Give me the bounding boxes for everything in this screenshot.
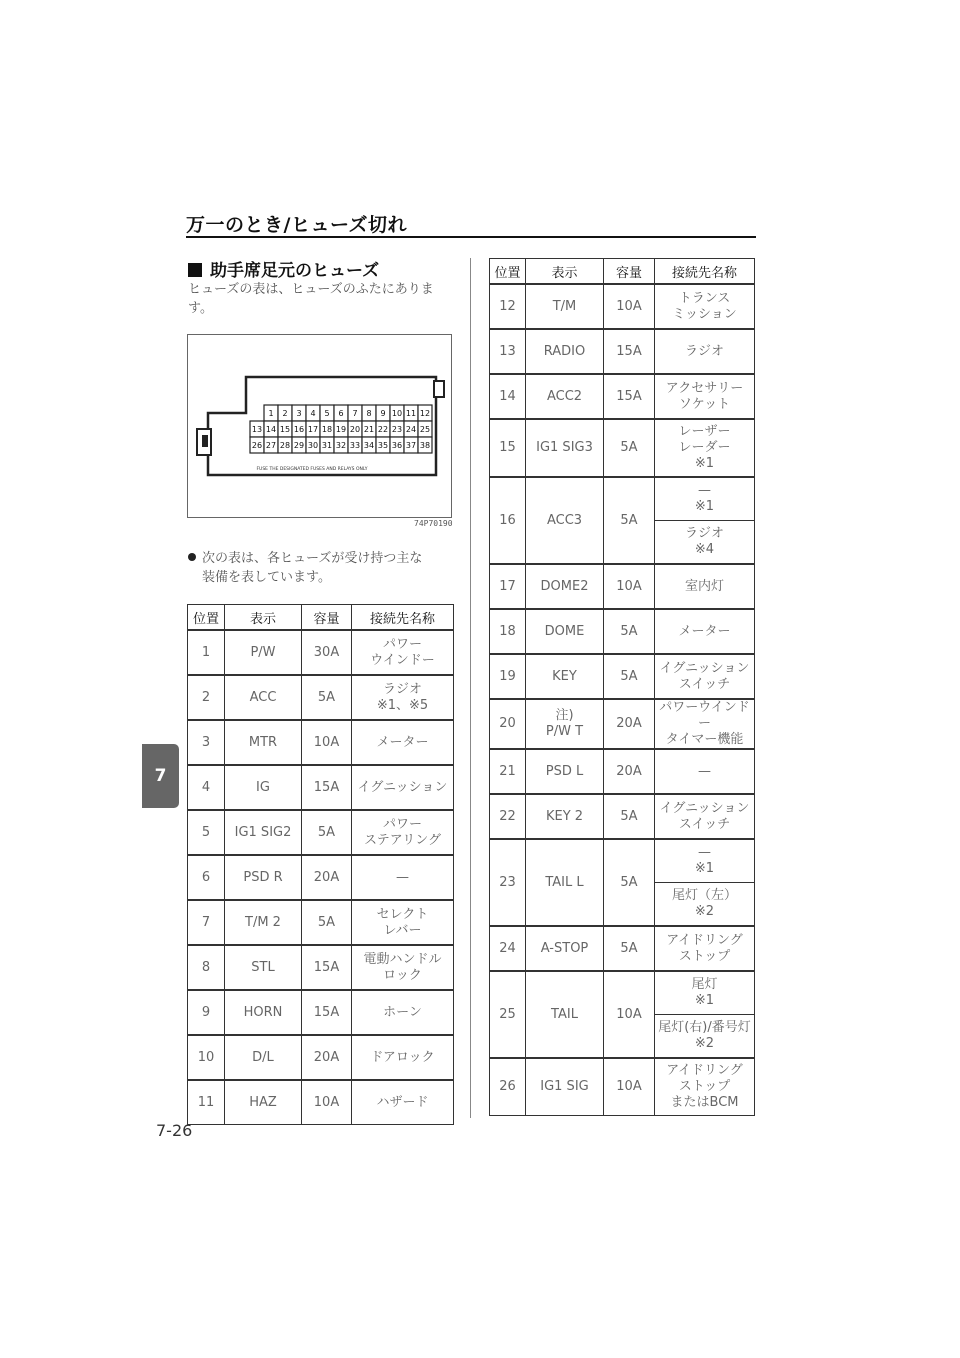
fuse-position-cell: 20 bbox=[490, 699, 526, 749]
fuse-position-cell: 9 bbox=[188, 990, 225, 1035]
fuse-position-cell: 16 bbox=[490, 477, 526, 564]
fuse-position-cell: 5 bbox=[188, 810, 225, 855]
fuse-slot-number: 1 bbox=[268, 409, 274, 418]
fuse-box-diagram bbox=[187, 334, 452, 518]
fuse-slot-number: 11 bbox=[405, 409, 417, 418]
fuse-capacity-cell: 30A bbox=[302, 630, 352, 675]
fuse-slot-number: 10 bbox=[391, 409, 403, 418]
fuse-row bbox=[188, 675, 454, 720]
fuse-position-cell: 23 bbox=[490, 839, 526, 926]
fuse-position-cell: 12 bbox=[490, 284, 526, 329]
fuse-capacity-cell: 5A bbox=[604, 839, 655, 926]
bullet-line-1: 次の表は、各ヒューズが受け持つ主な bbox=[202, 551, 423, 566]
bullet-note bbox=[188, 549, 458, 587]
header-rule bbox=[186, 236, 756, 238]
fuse-slot-number: 19 bbox=[335, 425, 347, 434]
fuse-destination-cell: — bbox=[655, 749, 755, 794]
fuse-slot-number: 21 bbox=[363, 425, 375, 434]
fuse-slot-number: 28 bbox=[279, 441, 291, 450]
fuse-destination-cell: ラジオ ※1、※5 bbox=[352, 675, 454, 720]
fuse-capacity-cell: 10A bbox=[604, 1058, 655, 1116]
fuse-capacity-cell: 10A bbox=[604, 564, 655, 609]
fuse-destination-cell: メーター bbox=[352, 720, 454, 765]
fuse-label-cell: 注) P/W T bbox=[526, 699, 604, 749]
section-title-text: 助手席足元のヒューズ bbox=[210, 261, 380, 281]
fuse-label-cell: TAIL bbox=[526, 971, 604, 1058]
fuse-label-cell: ACC3 bbox=[526, 477, 604, 564]
col-header-position: 位置 bbox=[188, 605, 225, 631]
fuse-label-cell: IG bbox=[225, 765, 302, 810]
fuse-capacity-cell: 5A bbox=[604, 477, 655, 564]
fuse-row bbox=[490, 374, 755, 419]
fuse-destination-cell: ラジオ bbox=[655, 329, 755, 374]
fuse-slot-number: 16 bbox=[293, 425, 305, 434]
fuse-slot-number: 12 bbox=[419, 409, 431, 418]
fuse-capacity-cell: 10A bbox=[604, 284, 655, 329]
fuse-slot-number: 13 bbox=[251, 425, 263, 434]
fuse-slot-number: 35 bbox=[377, 441, 389, 450]
fuse-table-right bbox=[489, 258, 755, 1116]
fuse-capacity-cell: 15A bbox=[302, 990, 352, 1035]
fuse-row bbox=[490, 926, 755, 971]
fuse-box-drawing bbox=[188, 335, 451, 517]
fuse-capacity-cell: 5A bbox=[302, 675, 352, 720]
fuse-position-cell: 25 bbox=[490, 971, 526, 1058]
fuse-slot-number: 7 bbox=[352, 409, 358, 418]
fuse-table-left bbox=[187, 604, 454, 1125]
fuse-slot-number: 20 bbox=[349, 425, 361, 434]
fuse-label-cell: PSD R bbox=[225, 855, 302, 900]
fuse-slot-number: 27 bbox=[265, 441, 277, 450]
fuse-slot-number: 37 bbox=[405, 441, 417, 450]
fuse-capacity-cell: 20A bbox=[604, 699, 655, 749]
fuse-row bbox=[490, 839, 755, 883]
fuse-slot-number: 36 bbox=[391, 441, 403, 450]
fuse-position-cell: 17 bbox=[490, 564, 526, 609]
fuse-slot-number: 3 bbox=[296, 409, 302, 418]
fuse-position-cell: 13 bbox=[490, 329, 526, 374]
fuse-slot-number: 5 bbox=[324, 409, 330, 418]
fuse-capacity-cell: 5A bbox=[604, 654, 655, 699]
fuse-destination-cell: ホーン bbox=[352, 990, 454, 1035]
diagram-caption: 74P70190 bbox=[414, 519, 453, 528]
fuse-capacity-cell: 20A bbox=[302, 855, 352, 900]
bullet-line-2: 装備を表しています。 bbox=[202, 570, 331, 585]
fuse-label-cell: KEY bbox=[526, 654, 604, 699]
fuse-capacity-cell: 5A bbox=[302, 900, 352, 945]
fuse-slot-number: 2 bbox=[282, 409, 288, 418]
fuse-slot-number: 31 bbox=[321, 441, 333, 450]
fuse-label-cell: MTR bbox=[225, 720, 302, 765]
fuse-row bbox=[490, 1058, 755, 1116]
fuse-destination-cell: アクセサリー ソケット bbox=[655, 374, 755, 419]
fuse-destination-cell: パワーウインドー タイマー機能 bbox=[655, 699, 755, 749]
fuse-destination-cell: トランス ミッション bbox=[655, 284, 755, 329]
fuse-slot-number: 32 bbox=[335, 441, 347, 450]
fuse-row bbox=[490, 564, 755, 609]
square-bullet-icon bbox=[188, 263, 202, 277]
fuse-destination-cell: レーザー レーダー ※1 bbox=[655, 419, 755, 477]
fuse-slot-number: 26 bbox=[251, 441, 263, 450]
fuse-row bbox=[188, 765, 454, 810]
fuse-slot-number: 14 bbox=[265, 425, 277, 434]
fuse-position-cell: 15 bbox=[490, 419, 526, 477]
col-header-destination: 接続先名称 bbox=[655, 259, 755, 285]
fuse-label-cell: RADIO bbox=[526, 329, 604, 374]
fuse-destination-cell: ドアロック bbox=[352, 1035, 454, 1080]
fuse-destination-cell: アイドリング ストップ bbox=[655, 926, 755, 971]
fuse-slot-number: 30 bbox=[307, 441, 319, 450]
fuse-label-cell: PSD L bbox=[526, 749, 604, 794]
fuse-position-cell: 10 bbox=[188, 1035, 225, 1080]
fuse-position-cell: 2 bbox=[188, 675, 225, 720]
fuse-capacity-cell: 10A bbox=[302, 720, 352, 765]
fuse-destination-cell: パワー ステアリング bbox=[352, 810, 454, 855]
fuse-row bbox=[490, 609, 755, 654]
fuse-destination-cell: イグニッション スイッチ bbox=[655, 654, 755, 699]
fuse-position-cell: 22 bbox=[490, 794, 526, 839]
fuse-capacity-cell: 15A bbox=[302, 945, 352, 990]
fuse-row bbox=[490, 971, 755, 1015]
fuse-label-cell: TAIL L bbox=[526, 839, 604, 926]
fuse-capacity-cell: 20A bbox=[604, 749, 655, 794]
fuse-slot-number: 15 bbox=[279, 425, 291, 434]
fuse-label-cell: ACC2 bbox=[526, 374, 604, 419]
fuse-destination-cell: イグニッション スイッチ bbox=[655, 794, 755, 839]
fuse-slot-number: 38 bbox=[419, 441, 431, 450]
bullet-dot-icon bbox=[188, 553, 196, 561]
fuse-position-cell: 26 bbox=[490, 1058, 526, 1116]
fuse-position-cell: 8 bbox=[188, 945, 225, 990]
fuse-slot-number: 6 bbox=[338, 409, 344, 418]
fuse-row bbox=[490, 749, 755, 794]
fuse-capacity-cell: 5A bbox=[604, 419, 655, 477]
fuse-position-cell: 3 bbox=[188, 720, 225, 765]
col-header-capacity: 容量 bbox=[604, 259, 655, 285]
fuse-destination-cell: — ※1 bbox=[655, 477, 755, 521]
fuse-capacity-cell: 10A bbox=[604, 971, 655, 1058]
fuse-destination-cell: — bbox=[352, 855, 454, 900]
fuse-slot-number: 33 bbox=[349, 441, 361, 450]
fuse-destination-cell: 尾灯（左） ※2 bbox=[655, 883, 755, 927]
fuse-label-cell: HORN bbox=[225, 990, 302, 1035]
fuse-label-cell: KEY 2 bbox=[526, 794, 604, 839]
col-header-position: 位置 bbox=[490, 259, 526, 285]
fuse-destination-cell: 尾灯(右)/番号灯 ※2 bbox=[655, 1015, 755, 1059]
fuse-position-cell: 11 bbox=[188, 1080, 225, 1125]
fuse-destination-cell: ラジオ ※4 bbox=[655, 521, 755, 565]
fuse-capacity-cell: 5A bbox=[604, 794, 655, 839]
fuse-row bbox=[490, 419, 755, 477]
fuse-capacity-cell: 20A bbox=[302, 1035, 352, 1080]
fuse-destination-cell: セレクト レバー bbox=[352, 900, 454, 945]
fuse-slot-number: 29 bbox=[293, 441, 305, 450]
fuse-row bbox=[188, 720, 454, 765]
fuse-row bbox=[188, 810, 454, 855]
fuse-position-cell: 24 bbox=[490, 926, 526, 971]
fuse-label-cell: DOME2 bbox=[526, 564, 604, 609]
fuse-capacity-cell: 15A bbox=[604, 329, 655, 374]
fuse-slot-number: 17 bbox=[307, 425, 319, 434]
fuse-position-cell: 21 bbox=[490, 749, 526, 794]
fuse-destination-cell: メーター bbox=[655, 609, 755, 654]
fuse-slot-number: 22 bbox=[377, 425, 389, 434]
fuse-row bbox=[490, 284, 755, 329]
fuse-row bbox=[188, 1080, 454, 1125]
col-header-label: 表示 bbox=[526, 259, 604, 285]
page-header-title: 万一のとき/ヒューズ切れ bbox=[186, 214, 407, 236]
fuse-label-cell: T/M 2 bbox=[225, 900, 302, 945]
fuse-position-cell: 1 bbox=[188, 630, 225, 675]
fuse-destination-cell: イグニッション bbox=[352, 765, 454, 810]
fuse-capacity-cell: 15A bbox=[604, 374, 655, 419]
fuse-destination-cell: — ※1 bbox=[655, 839, 755, 883]
fuse-label-cell: HAZ bbox=[225, 1080, 302, 1125]
fuse-destination-cell: 電動ハンドル ロック bbox=[352, 945, 454, 990]
fuse-row bbox=[188, 855, 454, 900]
fuse-destination-cell: 室内灯 bbox=[655, 564, 755, 609]
fuse-capacity-cell: 5A bbox=[302, 810, 352, 855]
fuse-row bbox=[188, 900, 454, 945]
fuse-position-cell: 14 bbox=[490, 374, 526, 419]
fuse-slot-number: 25 bbox=[419, 425, 431, 434]
fuse-slot-number: 24 bbox=[405, 425, 417, 434]
fuse-capacity-cell: 5A bbox=[604, 926, 655, 971]
diagram-label: FUSE THE DESIGNATED FUSES AND RELAYS ONLY bbox=[256, 467, 368, 472]
fuse-slot-number: 34 bbox=[363, 441, 375, 450]
fuse-capacity-cell: 10A bbox=[302, 1080, 352, 1125]
fuse-position-cell: 4 bbox=[188, 765, 225, 810]
fuse-position-cell: 18 bbox=[490, 609, 526, 654]
fuse-label-cell: IG1 SIG bbox=[526, 1058, 604, 1116]
fuse-row bbox=[490, 654, 755, 699]
fuse-slot-number: 4 bbox=[310, 409, 316, 418]
col-header-label: 表示 bbox=[225, 605, 302, 631]
fuse-destination-cell: パワー ウインドー bbox=[352, 630, 454, 675]
fuse-label-cell: D/L bbox=[225, 1035, 302, 1080]
fuse-row bbox=[490, 699, 755, 749]
fuse-slot-number: 8 bbox=[366, 409, 372, 418]
fuse-row bbox=[490, 794, 755, 839]
fuse-position-cell: 7 bbox=[188, 900, 225, 945]
col-header-destination: 接続先名称 bbox=[352, 605, 454, 631]
fuse-label-cell: P/W bbox=[225, 630, 302, 675]
fuse-slot-number: 9 bbox=[380, 409, 386, 418]
fuse-capacity-cell: 15A bbox=[302, 765, 352, 810]
fuse-label-cell: IG1 SIG3 bbox=[526, 419, 604, 477]
fuse-row bbox=[490, 477, 755, 521]
section-title bbox=[188, 256, 379, 281]
col-header-capacity: 容量 bbox=[302, 605, 352, 631]
fuse-position-cell: 19 bbox=[490, 654, 526, 699]
fuse-position-cell: 6 bbox=[188, 855, 225, 900]
fuse-label-cell: STL bbox=[225, 945, 302, 990]
page-number: 7-26 bbox=[156, 1121, 193, 1140]
fuse-row bbox=[188, 990, 454, 1035]
fuse-destination-cell: ハザード bbox=[352, 1080, 454, 1125]
fuse-destination-cell: 尾灯 ※1 bbox=[655, 971, 755, 1015]
fuse-slot-number: 23 bbox=[391, 425, 403, 434]
fuse-slot-number: 18 bbox=[321, 425, 333, 434]
fuse-row bbox=[188, 945, 454, 990]
fuse-label-cell: T/M bbox=[526, 284, 604, 329]
fuse-destination-cell: アイドリング ストップ またはBCM bbox=[655, 1058, 755, 1116]
fuse-label-cell: DOME bbox=[526, 609, 604, 654]
intro-text: ヒューズの表は、ヒューズのふたにあります。 bbox=[188, 282, 434, 316]
column-divider bbox=[470, 258, 471, 1118]
fuse-label-cell: A-STOP bbox=[526, 926, 604, 971]
chapter-tab: 7 bbox=[142, 744, 179, 808]
fuse-capacity-cell: 5A bbox=[604, 609, 655, 654]
fuse-row bbox=[188, 630, 454, 675]
fuse-label-cell: IG1 SIG2 bbox=[225, 810, 302, 855]
fuse-row bbox=[490, 329, 755, 374]
fuse-row bbox=[188, 1035, 454, 1080]
fuse-label-cell: ACC bbox=[225, 675, 302, 720]
